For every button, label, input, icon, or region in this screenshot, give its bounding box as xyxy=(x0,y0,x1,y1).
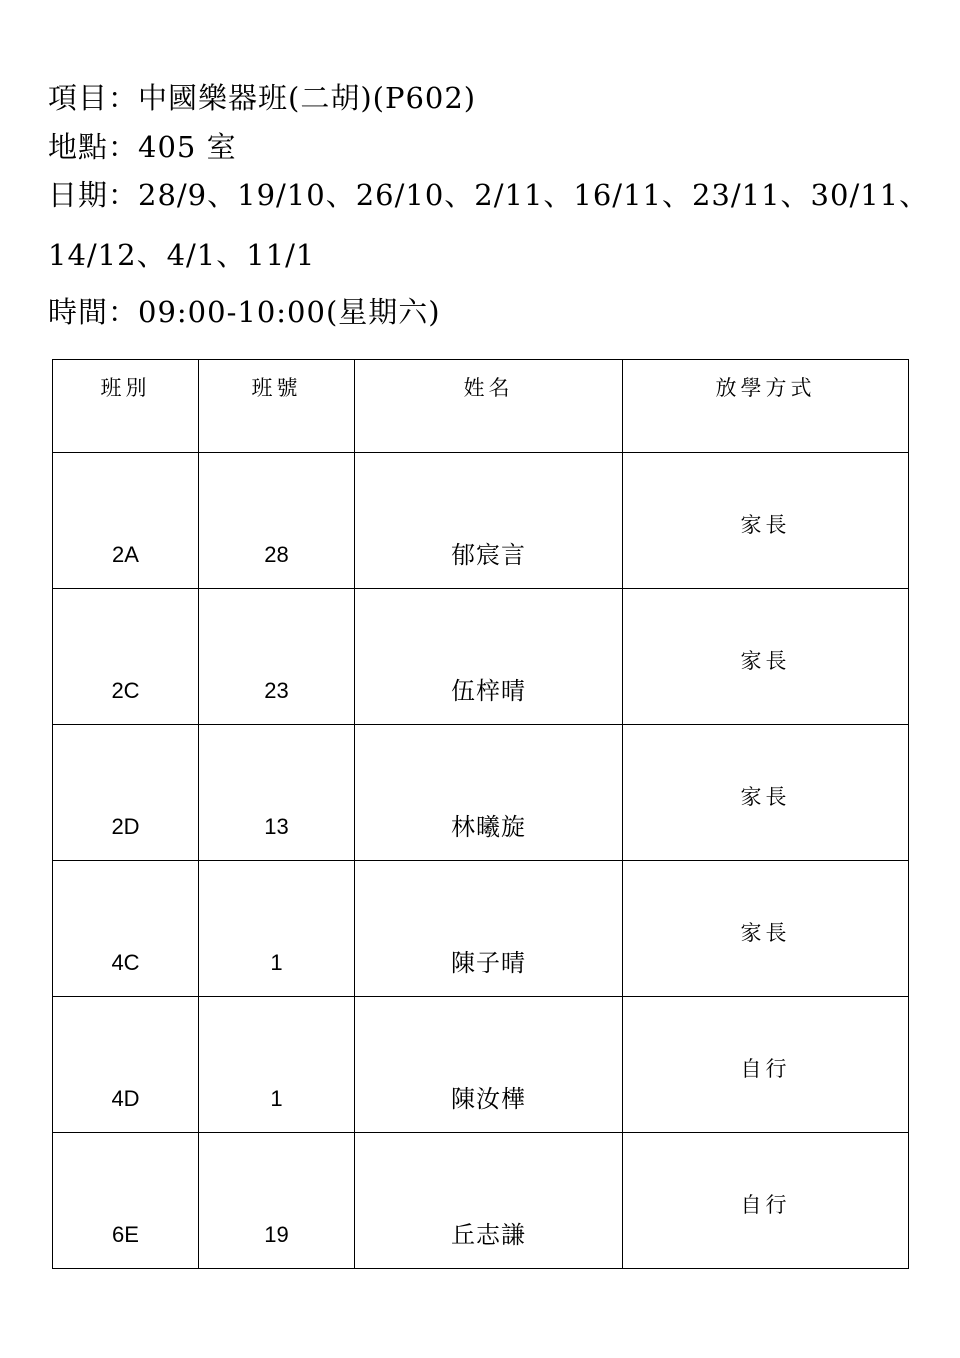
dismissal-cell xyxy=(623,589,909,725)
name-cell xyxy=(355,997,623,1133)
number-value: 23 xyxy=(264,678,289,703)
table-row xyxy=(53,861,909,997)
dismissal-value: 家長 xyxy=(740,513,791,537)
number-cell xyxy=(199,453,355,589)
class-value: 2C xyxy=(111,678,140,703)
table-header-row xyxy=(53,360,909,453)
dismissal-value: 家長 xyxy=(740,785,791,809)
table-row xyxy=(53,1133,909,1269)
class-value: 4D xyxy=(111,1086,140,1111)
name-cell xyxy=(355,1133,623,1269)
item-line: 項目：中國樂器班(二胡)(P602) xyxy=(48,81,477,115)
table-row xyxy=(53,453,909,589)
dismissal-cell xyxy=(623,997,909,1133)
name-cell xyxy=(355,861,623,997)
dismissal-cell xyxy=(623,1133,909,1269)
name-cell xyxy=(355,589,623,725)
dates-line-1: 日期：28/9、19/10、26/10、2/11、16/11、23/11、30/11、 xyxy=(48,178,930,212)
time-line: 時間：09:00-10:00(星期六) xyxy=(48,295,441,329)
dismissal-cell xyxy=(623,453,909,589)
number-value: 19 xyxy=(264,1222,289,1247)
number-value: 1 xyxy=(270,1086,283,1111)
name-value: 陳汝樺 xyxy=(451,1085,526,1113)
dismissal-cell xyxy=(623,725,909,861)
dismissal-value: 家長 xyxy=(740,921,791,945)
dismissal-value: 自行 xyxy=(740,1057,791,1081)
column-header-name: 姓名 xyxy=(355,360,623,453)
column-header-dismissal: 放學方式 xyxy=(623,360,909,453)
name-value: 陳子晴 xyxy=(451,949,526,977)
name-value: 林曦旋 xyxy=(451,813,526,841)
name-value: 郁宸言 xyxy=(451,541,526,569)
class-value: 6E xyxy=(112,1222,139,1247)
number-cell xyxy=(199,861,355,997)
number-value: 28 xyxy=(264,542,289,567)
name-value: 丘志謙 xyxy=(451,1221,526,1249)
number-value: 1 xyxy=(270,950,283,975)
number-cell xyxy=(199,725,355,861)
dismissal-cell xyxy=(623,861,909,997)
venue-line: 地點：405 室 xyxy=(48,130,237,164)
class-value: 2A xyxy=(112,542,139,567)
number-cell xyxy=(199,1133,355,1269)
class-value: 4C xyxy=(111,950,140,975)
class-cell xyxy=(53,725,199,861)
table-row xyxy=(53,997,909,1133)
class-value: 2D xyxy=(111,814,140,839)
dismissal-value: 自行 xyxy=(740,1193,791,1217)
column-header-class: 班別 xyxy=(53,360,199,453)
class-cell xyxy=(53,997,199,1133)
class-cell xyxy=(53,1133,199,1269)
class-cell xyxy=(53,861,199,997)
student-roster-table xyxy=(52,359,909,1269)
name-cell xyxy=(355,453,623,589)
column-header-number: 班號 xyxy=(199,360,355,453)
dismissal-value: 家長 xyxy=(740,649,791,673)
class-cell xyxy=(53,453,199,589)
table-row xyxy=(53,725,909,861)
number-value: 13 xyxy=(264,814,289,839)
name-value: 伍梓晴 xyxy=(451,677,526,705)
table-row xyxy=(53,589,909,725)
number-cell xyxy=(199,589,355,725)
number-cell xyxy=(199,997,355,1133)
document-header xyxy=(48,78,928,332)
class-cell xyxy=(53,589,199,725)
dates-line-2: 14/12、4/1、11/1 xyxy=(48,238,316,272)
name-cell xyxy=(355,725,623,861)
